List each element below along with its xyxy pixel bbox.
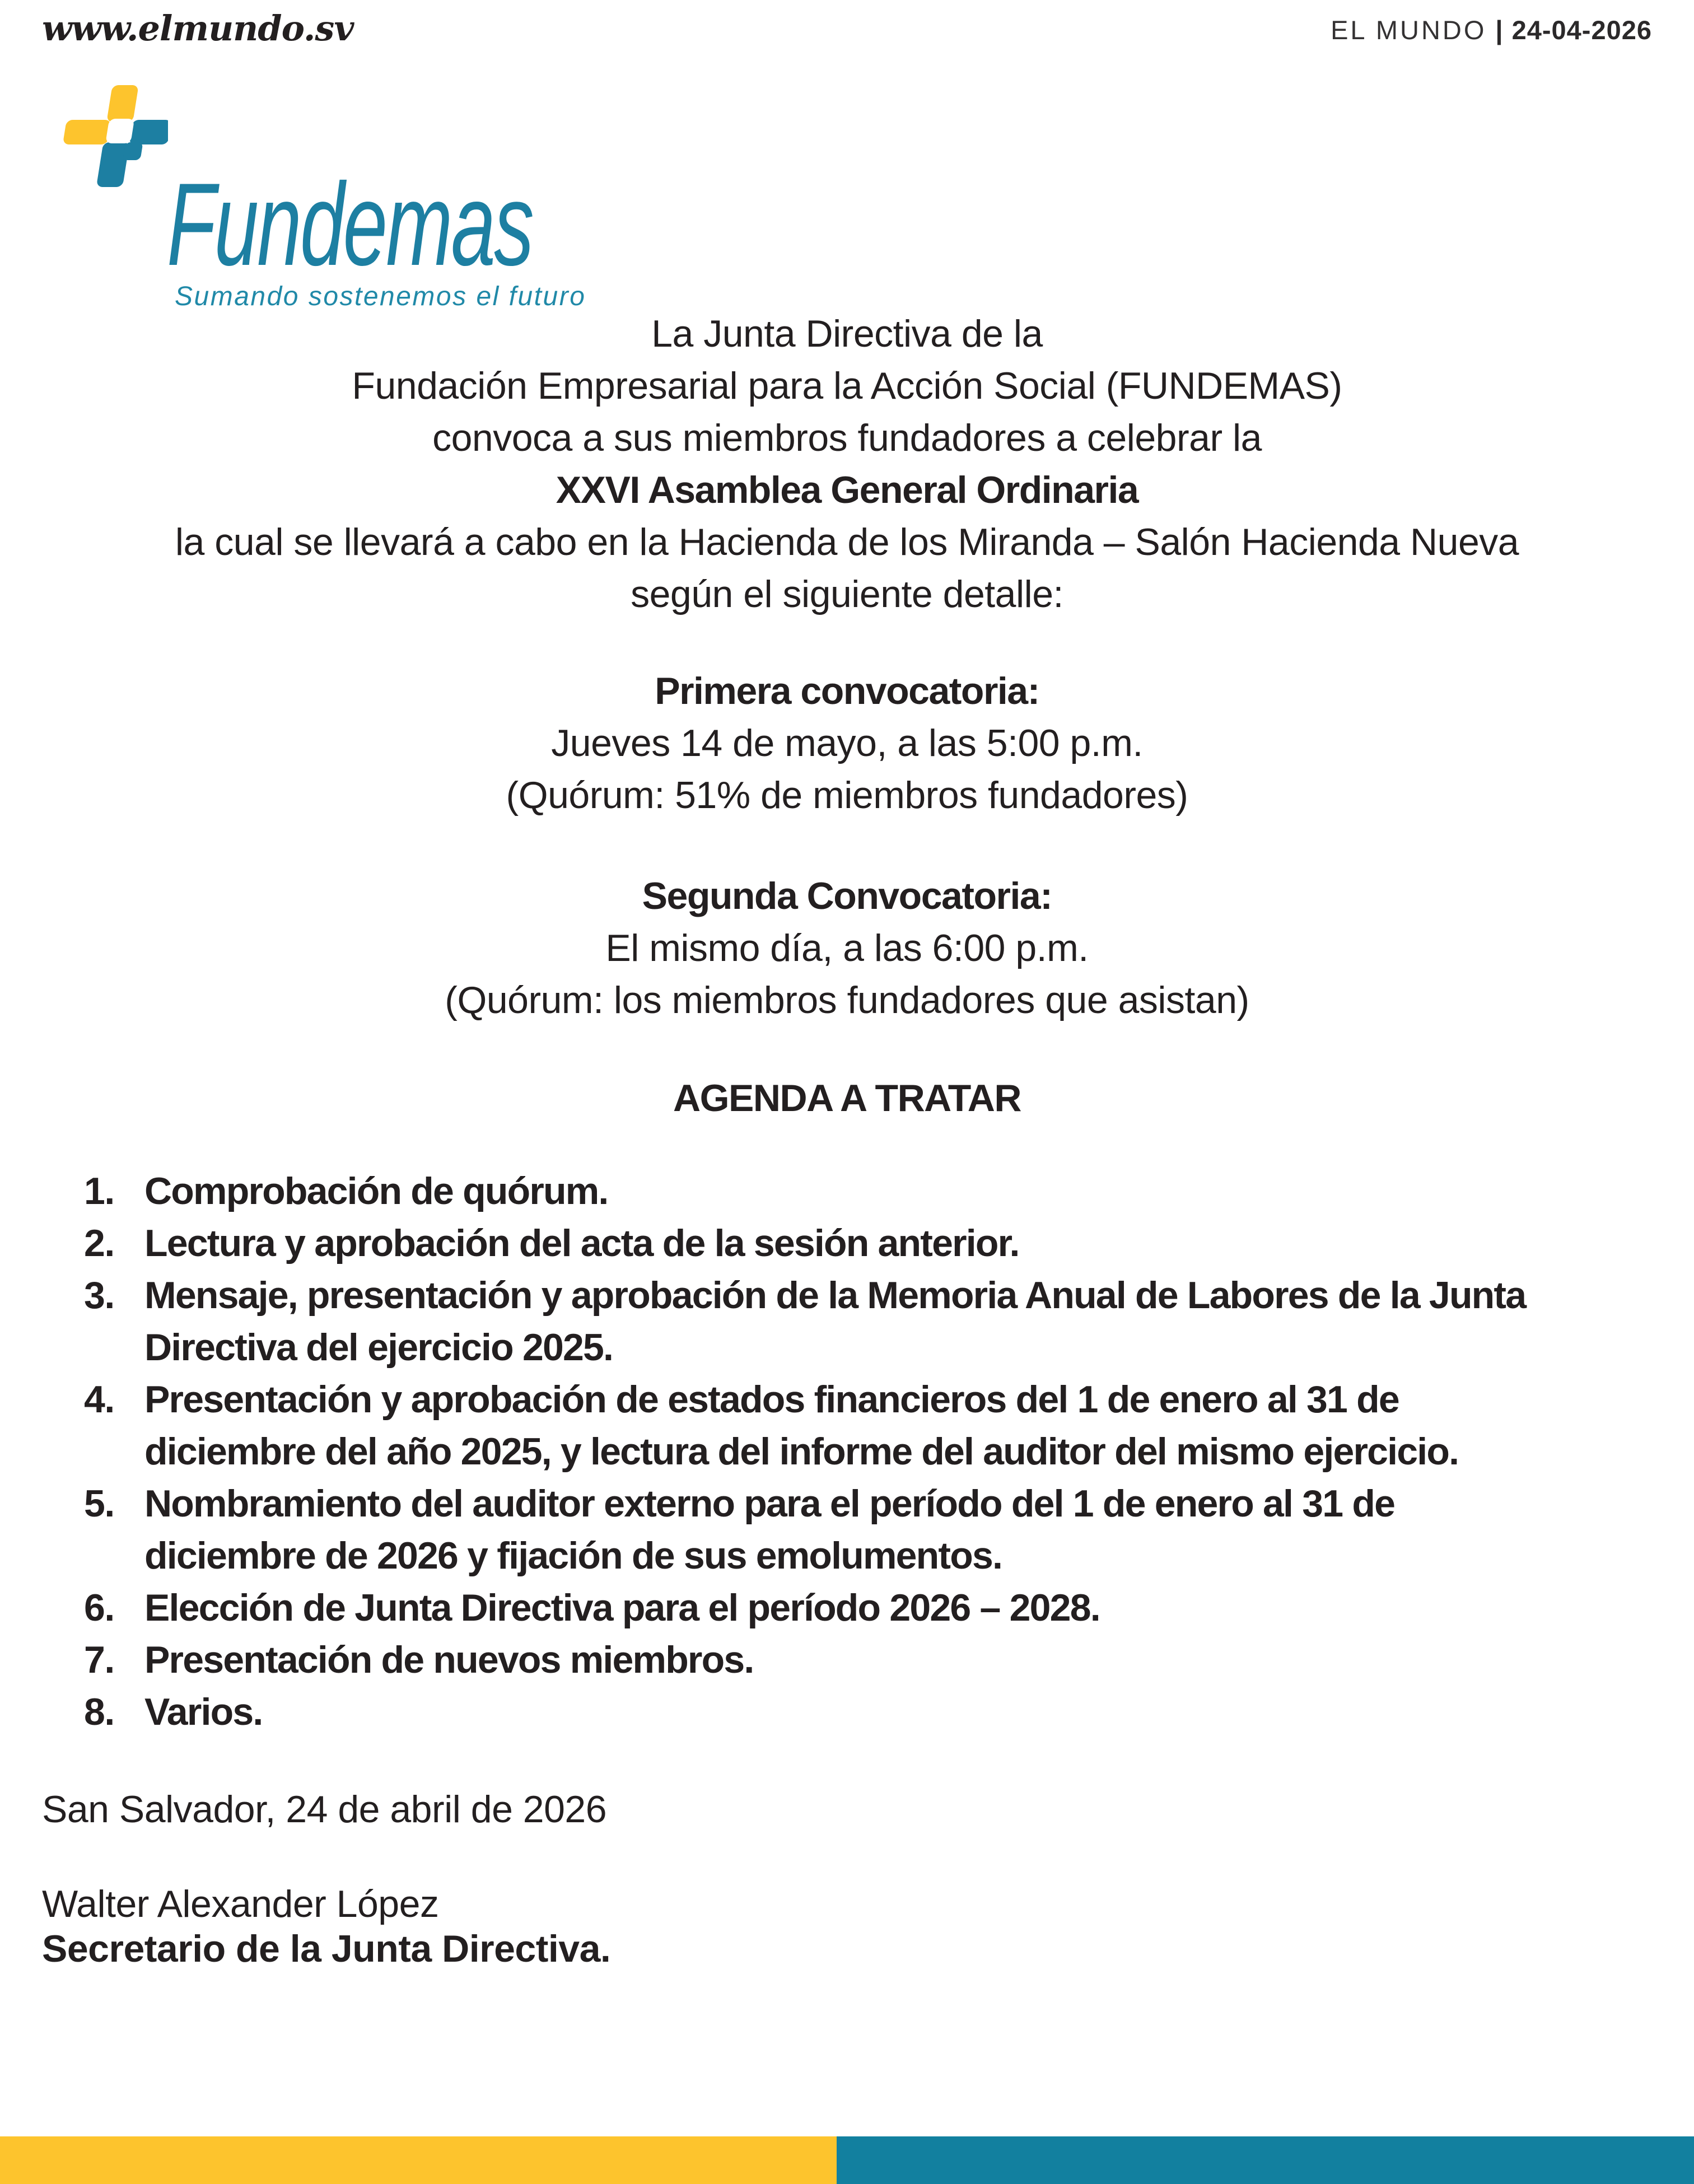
signatory-title: Secretario de la Junta Directiva.	[42, 1928, 611, 1970]
logo	[0, 84, 1694, 311]
publication-date: 24-04-2026	[1511, 15, 1652, 45]
brand-tagline: Sumando sostenemos el futuro	[175, 282, 586, 311]
agenda-item-number: 3.	[84, 1274, 114, 1317]
footer-bar-teal-segment	[837, 2136, 1694, 2184]
assembly-title: XXVI Asamblea General Ordinaria	[556, 469, 1138, 511]
agenda-item-text: diciembre del año 2025, y lectura del informe del auditor del mismo ejercicio.	[144, 1430, 1459, 1473]
second-call-quorum: (Quórum: los miembros fundadores que asistan)	[445, 979, 1249, 1021]
intro-line-5: la cual se llevará a cabo en la Hacienda de los Miranda – Salón Hacienda Nueva	[175, 521, 1519, 563]
agenda-item-text: Mensaje, presentación y aprobación de la Memoria Anual de Labores de la Junta	[144, 1274, 1526, 1317]
intro-line-6: según el siguiente detalle:	[631, 573, 1063, 615]
publication-dateline	[1331, 15, 1652, 45]
brand-name: Fundemas	[167, 158, 533, 290]
agenda-item-number: 4.	[84, 1378, 114, 1421]
first-call-datetime: Jueves 14 de mayo, a las 5:00 p.m.	[551, 722, 1143, 764]
agenda-item-3	[42, 1270, 1652, 1374]
second-call-title: Segunda Convocatoria:	[642, 875, 1052, 917]
first-call-section	[42, 665, 1652, 822]
agenda-item-number: 5.	[84, 1482, 114, 1525]
intro-paragraph	[42, 308, 1652, 620]
agenda-item-text: Varios.	[144, 1691, 263, 1733]
agenda-item-number: 7.	[84, 1639, 114, 1681]
agenda-item-text: diciembre de 2026 y fijación de sus emolumentos.	[144, 1534, 1002, 1577]
site-url: www.elmundo.sv	[42, 8, 354, 49]
footer-bar	[0, 2136, 1694, 2184]
agenda-title-section	[42, 1072, 1652, 1124]
first-call-quorum: (Quórum: 51% de miembros fundadores)	[506, 774, 1188, 816]
agenda-item-text: Directiva del ejercicio 2025.	[144, 1326, 613, 1369]
agenda-item-text: Lectura y aprobación del acta de la sesión anterior.	[144, 1222, 1019, 1264]
agenda-item-number: 2.	[84, 1222, 114, 1264]
agenda-list	[42, 1165, 1652, 1738]
agenda-item-1	[42, 1165, 1652, 1217]
agenda-item-text: Presentación de nuevos miembros.	[144, 1639, 754, 1681]
dateline-section	[42, 1784, 1652, 1836]
dateline: San Salvador, 24 de abril de 2026	[42, 1788, 607, 1831]
agenda-item-6	[42, 1582, 1652, 1634]
agenda-item-2	[42, 1217, 1652, 1270]
agenda-item-text: Comprobación de quórum.	[144, 1170, 608, 1212]
agenda-title: AGENDA A TRATAR	[673, 1077, 1021, 1119]
second-call-datetime: El mismo día, a las 6:00 p.m.	[605, 927, 1089, 969]
intro-line-1: La Junta Directiva de la	[651, 312, 1043, 355]
footer-bar-yellow-segment	[0, 2136, 837, 2184]
intro-line-2: Fundación Empresarial para la Acción Social (FUNDEMAS)	[352, 365, 1342, 407]
agenda-item-4	[42, 1374, 1652, 1478]
agenda-item-number: 6.	[84, 1586, 114, 1629]
agenda-item-number: 1.	[84, 1170, 114, 1212]
agenda-item-text: Nombramiento del auditor externo para el período del 1 de enero al 31 de	[144, 1482, 1395, 1525]
agenda-item-text: Presentación y aprobación de estados financieros del 1 de enero al 31 de	[144, 1378, 1399, 1421]
signatory-name: Walter Alexander López	[42, 1883, 439, 1925]
agenda-item-8	[42, 1686, 1652, 1738]
masthead	[42, 8, 1652, 49]
second-call-section	[42, 870, 1652, 1026]
agenda-item-number: 8.	[84, 1691, 114, 1733]
signature-section	[42, 1882, 1652, 1971]
first-call-title: Primera convocatoria:	[655, 670, 1039, 712]
intro-line-3: convoca a sus miembros fundadores a celebrar la	[432, 417, 1262, 459]
agenda-item-7	[42, 1634, 1652, 1686]
fundemas-plus-icon	[48, 84, 168, 196]
agenda-item-5	[42, 1478, 1652, 1582]
publication-name: EL MUNDO	[1331, 15, 1487, 45]
agenda-item-text: Elección de Junta Directiva para el período 2026 – 2028.	[144, 1586, 1100, 1629]
publication-separator: |	[1495, 15, 1503, 45]
